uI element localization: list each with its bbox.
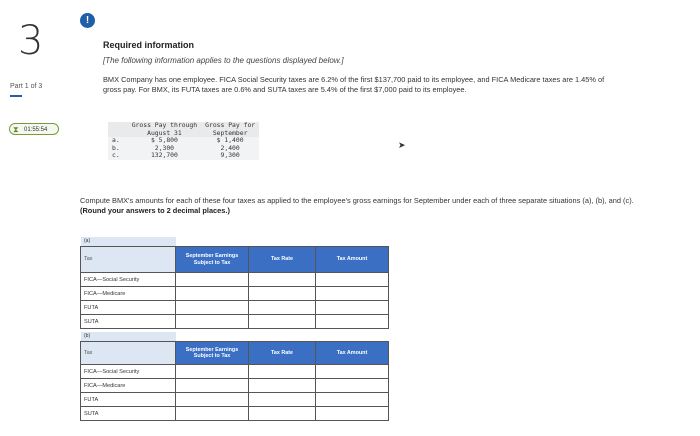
header-earnings: September Earnings Subject to Tax [176, 247, 249, 273]
timer[interactable] [9, 123, 59, 135]
row-label: FICA—Medicare [81, 379, 176, 393]
corner-cell [108, 122, 128, 130]
row-label: FICA—Social Security [81, 273, 176, 287]
amount-input[interactable] [316, 379, 389, 393]
col1-header-2: August 31 [128, 130, 201, 138]
hourglass-icon: ⧗ [13, 125, 19, 134]
row-label: c. [108, 152, 128, 160]
part-b-tag: (b) [81, 332, 176, 341]
answer-table-b [80, 341, 389, 421]
row-label: b. [108, 145, 128, 153]
header-rate: Tax Rate [249, 247, 316, 273]
earnings-input[interactable] [176, 315, 249, 329]
rate-input[interactable] [249, 301, 316, 315]
left-rail [0, 0, 70, 436]
amount-input[interactable] [316, 393, 389, 407]
earnings-input[interactable] [176, 273, 249, 287]
required-info-subtitle: [The following information applies to the questions displayed below.] [103, 56, 344, 65]
row-col1: $ 5,800 [128, 137, 201, 145]
row-label: SUTA [81, 407, 176, 421]
required-info-title: Required information [103, 40, 195, 50]
rate-input[interactable] [249, 365, 316, 379]
rate-input[interactable] [249, 393, 316, 407]
rate-input[interactable] [249, 287, 316, 301]
row-label: FUTA [81, 393, 176, 407]
row-col2: 2,400 [201, 145, 259, 153]
amount-input[interactable] [316, 365, 389, 379]
row-label: SUTA [81, 315, 176, 329]
instruction-main: Compute BMX's amounts for each of these four taxes as applied to the employee's gross earnings for September under each of three separate situations (a), (b), and (c). [80, 196, 634, 205]
rate-input[interactable] [249, 273, 316, 287]
earnings-input[interactable] [176, 287, 249, 301]
row-col2: 9,300 [201, 152, 259, 160]
info-icon[interactable]: ! [80, 13, 95, 28]
rate-input[interactable] [249, 315, 316, 329]
earnings-input[interactable] [176, 393, 249, 407]
instruction-text [80, 196, 640, 216]
earnings-input[interactable] [176, 301, 249, 315]
answer-table-a [80, 246, 389, 329]
amount-input[interactable] [316, 407, 389, 421]
timer-value: 01:55:54 [24, 127, 48, 133]
row-col1: 2,300 [128, 145, 201, 153]
col2-header-1: Gross Pay for [201, 122, 259, 130]
col1-header-1: Gross Pay through [128, 122, 201, 130]
earnings-input[interactable] [176, 407, 249, 421]
row-label: FICA—Medicare [81, 287, 176, 301]
row-label: a. [108, 137, 128, 145]
row-col2: $ 1,400 [201, 137, 259, 145]
rate-input[interactable] [249, 379, 316, 393]
row-label: FICA—Social Security [81, 365, 176, 379]
intro-paragraph: BMX Company has one employee. FICA Social Security taxes are 6.2% of the first $137,700 paid to its employee, and FICA Medicare taxes are 1.45% of gross pay. For BMX, its FUTA taxes are 0.6% and SUTA taxes are 5.4% of the first $7,000 paid to its employee. [103, 75, 605, 94]
header-earnings: September Earnings Subject to Tax [176, 342, 249, 365]
header-rate: Tax Rate [249, 342, 316, 365]
instruction-bold: (Round your answers to 2 decimal places.) [80, 206, 230, 215]
amount-input[interactable] [316, 315, 389, 329]
part-indicator: Part 1 of 3 [10, 83, 43, 90]
amount-input[interactable] [316, 301, 389, 315]
col2-header-2: September [201, 130, 259, 138]
amount-input[interactable] [316, 287, 389, 301]
amount-input[interactable] [316, 273, 389, 287]
header-tax: Tax [81, 342, 176, 365]
part-progress-bar [10, 95, 22, 97]
header-tax: Tax [81, 247, 176, 273]
mouse-cursor-icon: ➤ [398, 140, 406, 150]
gross-pay-table [108, 122, 259, 160]
row-label: FUTA [81, 301, 176, 315]
part-a-tag: (a) [81, 237, 176, 246]
earnings-input[interactable] [176, 379, 249, 393]
question-number: 3 [18, 18, 44, 64]
rate-input[interactable] [249, 407, 316, 421]
earnings-input[interactable] [176, 365, 249, 379]
header-amount: Tax Amount [316, 247, 389, 273]
header-amount: Tax Amount [316, 342, 389, 365]
row-col1: 132,700 [128, 152, 201, 160]
